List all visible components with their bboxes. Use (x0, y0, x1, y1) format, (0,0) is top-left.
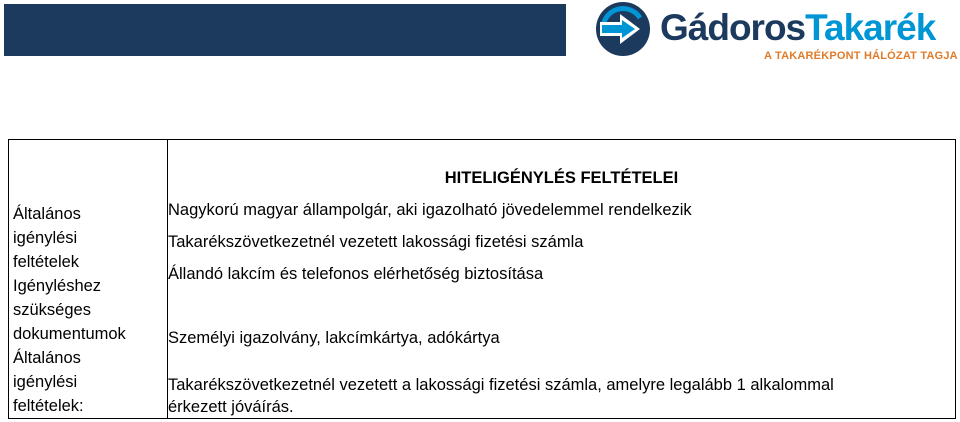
label-line: Általános (13, 205, 81, 223)
label-line: Általános (13, 349, 81, 367)
loan-conditions-table (8, 139, 956, 419)
condition-line: Nagykorú magyar állampolgár, aki igazolható jövedelemmel rendelkezik (168, 201, 692, 219)
condition-line: Takarékszövetkezetnél vezetett a lakossági fizetési számla, amelyre legalább 1 alkalommal (168, 376, 834, 394)
condition-line: érkezett jóváírás. (168, 398, 294, 416)
logo-tagline: A TAKARÉKPONT HÁLÓZAT TAGJA (764, 50, 958, 62)
conditions-cell (168, 140, 956, 419)
label-line: szükséges (13, 301, 91, 319)
label-line: igénylési (13, 229, 78, 247)
documents-line: Személyi igazolvány, lakcímkártya, adókártya (168, 329, 500, 347)
label-line: igénylési (13, 373, 78, 391)
label-line: feltételek (13, 253, 80, 271)
left-labels-cell (9, 140, 168, 419)
header-bar (4, 4, 566, 56)
spacer-line (168, 290, 955, 322)
table-title: HITELIGÉNYLÉS FELTÉTELEI (444, 169, 679, 187)
logo-name-takarek: Takarék (805, 7, 936, 48)
label-line: feltételek: (13, 397, 84, 415)
condition-line: Állandó lakcím és telefonos elérhetőség biztosítása (168, 265, 544, 283)
condition-line: Takarékszövetkezetnél vezetett lakossági fizetési számla (168, 233, 584, 251)
label-line: dokumentumok (13, 325, 126, 343)
spacer-line (168, 354, 955, 374)
logo-name (660, 6, 935, 50)
label-line: Igényléshez (13, 277, 102, 295)
logo-arrow-icon (594, 0, 652, 58)
gadoros-takarek-logo[interactable] (594, 0, 960, 70)
logo-name-gadoros: Gádoros (660, 7, 806, 48)
